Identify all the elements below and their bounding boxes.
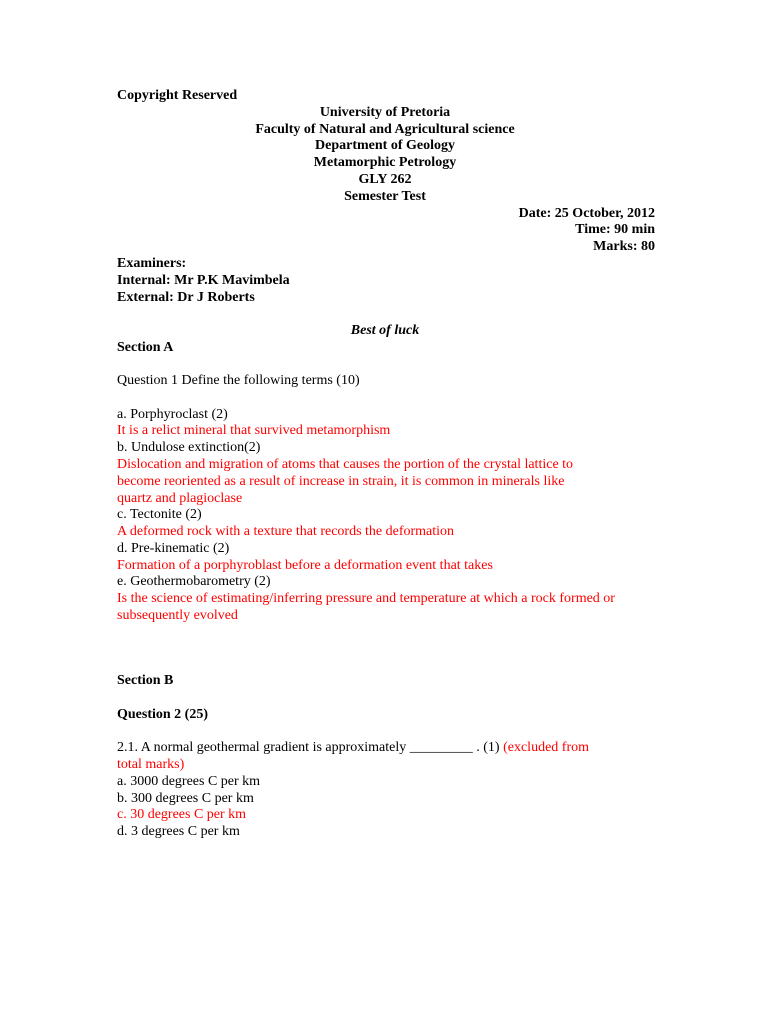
question-2-heading: Question 2 (25)	[117, 707, 208, 722]
external-examiner: External: Dr J Roberts	[117, 290, 255, 305]
answer-line: Dislocation and migration of atoms that causes the portion of the crystal lattice to	[117, 457, 574, 472]
test-date: Date: 25 October, 2012	[518, 206, 655, 221]
examiners-heading: Examiners:	[117, 256, 187, 271]
term-porphyroclast: a. Porphyroclast (2)	[117, 407, 228, 422]
university-name: University of Pretoria	[319, 105, 451, 120]
answer-line: It is a relict mineral that survived metamorphism	[117, 423, 391, 438]
term-geothermobarometry: e. Geothermobarometry (2)	[117, 574, 271, 589]
department-name: Department of Geology	[315, 138, 455, 153]
faculty-name: Faculty of Natural and Agricultural science	[255, 122, 515, 137]
answer-line: quartz and plagioclase	[117, 491, 243, 506]
internal-examiner: Internal: Mr P.K Mavimbela	[117, 273, 290, 288]
question-2-1-note-cont: total marks)	[117, 757, 185, 772]
term-tectonite: c. Tectonite (2)	[117, 507, 202, 522]
option-d: d. 3 degrees C per km	[117, 824, 240, 839]
section-b-heading: Section B	[117, 673, 174, 688]
term-pre-kinematic: d. Pre-kinematic (2)	[117, 541, 230, 556]
term-undulose-extinction: b. Undulose extinction(2)	[117, 440, 261, 455]
test-title: Semester Test	[344, 189, 426, 204]
section-a-heading: Section A	[117, 340, 174, 355]
test-time: Time: 90 min	[575, 222, 655, 237]
course-code: GLY 262	[358, 172, 412, 187]
question-2-1-note: (excluded from	[503, 740, 590, 755]
answer-line: A deformed rock with a texture that records the deformation	[117, 524, 455, 539]
copyright-line: Copyright Reserved	[117, 88, 238, 103]
option-c-correct: c. 30 degrees C per km	[117, 807, 247, 822]
best-of-luck: Best of luck	[350, 323, 420, 338]
option-a: a. 3000 degrees C per km	[117, 774, 261, 789]
answer-line: subsequently evolved	[117, 608, 238, 623]
question-1: Question 1 Define the following terms (10)	[117, 373, 360, 388]
option-b: b. 300 degrees C per km	[117, 791, 254, 806]
question-2-1	[117, 740, 589, 757]
answer-line: Is the science of estimating/inferring pressure and temperature at which a rock formed or	[117, 591, 615, 606]
question-2-1-text: 2.1. A normal geothermal gradient is approximately _________ . (1)	[117, 740, 500, 755]
answer-line: become reoriented as a result of increase in strain, it is common in minerals like	[117, 474, 565, 489]
test-marks: Marks: 80	[593, 239, 655, 254]
course-name: Metamorphic Petrology	[313, 155, 457, 170]
answer-line: Formation of a porphyroblast before a deformation event that takes	[117, 558, 493, 573]
